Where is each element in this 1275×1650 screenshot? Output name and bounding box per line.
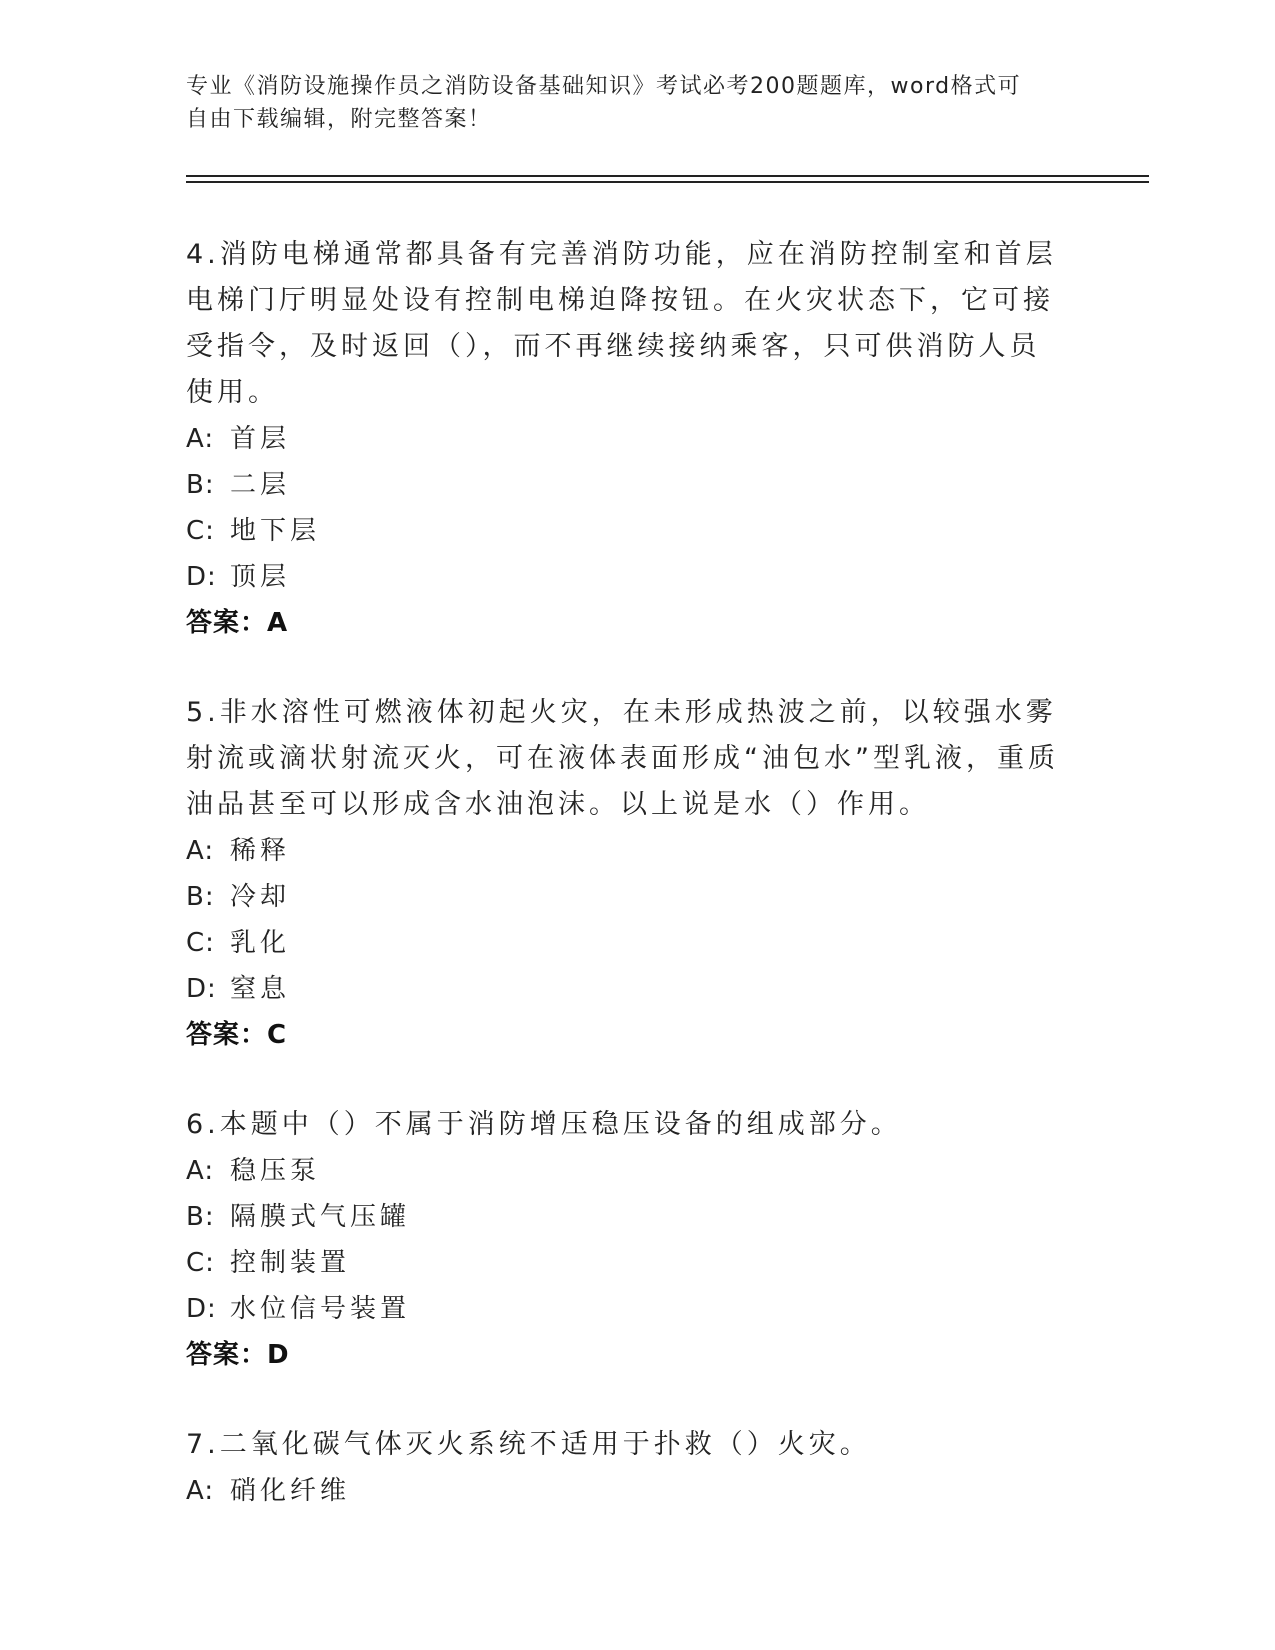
option-letter: B: [186, 470, 215, 500]
option-text: 首层 [230, 424, 291, 454]
header-divider-bottom [186, 181, 1149, 183]
option-text: 乳化 [230, 928, 291, 958]
option-a [186, 1148, 1066, 1194]
option-b [186, 1194, 1066, 1240]
answer-line: 答案：A [186, 608, 289, 638]
option-d [186, 966, 1066, 1012]
option-letter: D: [186, 974, 217, 1004]
option-text: 稀释 [230, 836, 291, 866]
option-text: 控制装置 [230, 1248, 351, 1278]
option-d [186, 554, 1066, 600]
question-5 [186, 690, 1066, 1058]
option-text: 硝化纤维 [230, 1476, 351, 1506]
question-6 [186, 1102, 1066, 1378]
header-line-1: 专业《消防设施操作员之消防设备基础知识》考试必考200题题库，word格式可 [186, 74, 1022, 99]
option-letter: D: [186, 562, 217, 592]
question-stem: 4.消防电梯通常都具备有完善消防功能，应在消防控制室和首层电梯门厅明显处设有控制电梯迫降按钮。在火灾状态下，它可接受指令，及时返回（），而不再继续接纳乘客，只可供消防人员使用。 [186, 239, 1057, 408]
option-b [186, 462, 1066, 508]
header-divider-top [186, 175, 1149, 177]
option-c [186, 1240, 1066, 1286]
option-a [186, 416, 1066, 462]
option-letter: C: [186, 516, 215, 546]
answer-line: 答案：D [186, 1340, 290, 1370]
question-7 [186, 1422, 1066, 1514]
option-text: 稳压泵 [230, 1156, 321, 1186]
option-b [186, 874, 1066, 920]
option-letter: A: [186, 424, 215, 454]
option-letter: C: [186, 1248, 215, 1278]
question-stem: 5.非水溶性可燃液体初起火灾，在未形成热波之前，以较强水雾射流或滴状射流灭火，可在液体表面形成“油包水”型乳液，重质油品甚至可以形成含水油泡沫。以上说是水（）作用。 [186, 697, 1059, 820]
option-a [186, 828, 1066, 874]
question-stem: 7.二氧化碳气体灭火系统不适用于扑救（）火灾。 [186, 1429, 871, 1460]
option-c [186, 508, 1066, 554]
option-letter: D: [186, 1294, 217, 1324]
option-text: 水位信号装置 [230, 1294, 411, 1324]
option-letter: A: [186, 1476, 215, 1506]
option-letter: C: [186, 928, 215, 958]
header-line-2: 自由下载编辑，附完整答案！ [186, 107, 492, 132]
option-letter: B: [186, 882, 215, 912]
question-stem: 6.本题中（）不属于消防增压稳压设备的组成部分。 [186, 1109, 902, 1140]
option-letter: B: [186, 1202, 215, 1232]
option-text: 顶层 [230, 562, 291, 592]
option-text: 冷却 [230, 882, 291, 912]
option-text: 隔膜式气压罐 [230, 1202, 411, 1232]
option-text: 二层 [230, 470, 291, 500]
option-text: 窒息 [230, 974, 291, 1004]
question-list [186, 232, 1066, 1558]
option-c [186, 920, 1066, 966]
question-4 [186, 232, 1066, 646]
option-letter: A: [186, 1156, 215, 1186]
option-text: 地下层 [230, 516, 321, 546]
option-letter: A: [186, 836, 215, 866]
option-a [186, 1468, 1066, 1514]
document-header [186, 70, 1066, 136]
answer-line: 答案：C [186, 1020, 288, 1050]
option-d [186, 1286, 1066, 1332]
